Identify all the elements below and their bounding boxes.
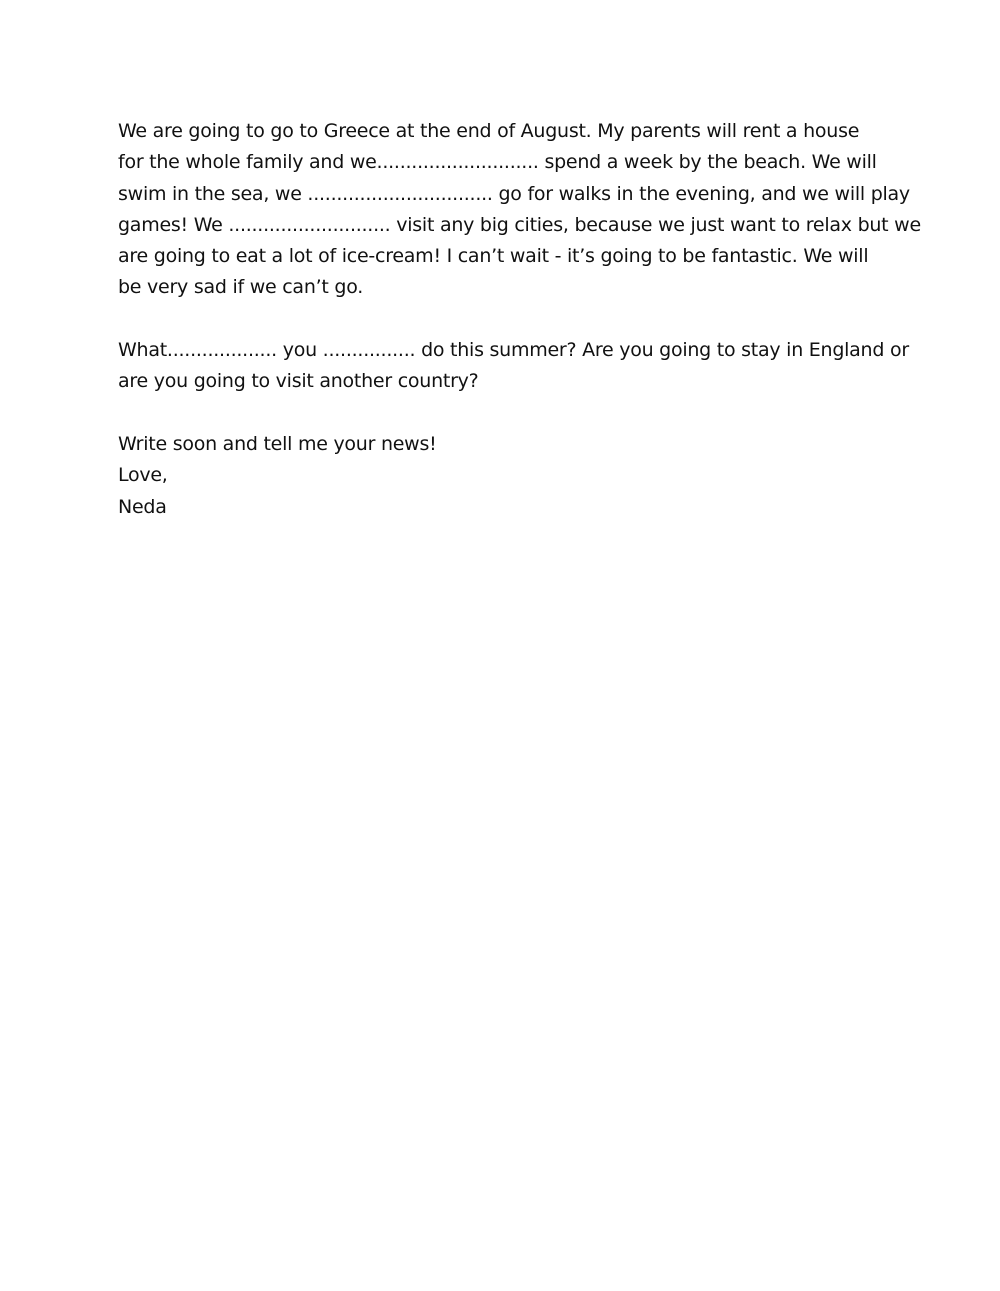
sign-off: Love, — [118, 464, 168, 487]
text-line: games! We ............................ visit any big cities, because we just want to relax but we — [118, 213, 921, 236]
closing-block — [118, 429, 888, 523]
text-line: We are going to go to Greece at the end of August. My parents will rent a house — [118, 120, 860, 142]
text-line: be very sad if we can’t go. — [118, 276, 364, 299]
closing-line: Write soon and tell me your news! — [118, 432, 437, 455]
text-line: swim in the sea, we ................................ go for walks in the evening, and we will play — [118, 182, 910, 205]
text-line: are going to eat a lot of ice-cream! I can’t wait - it’s going to be fantastic. We will — [118, 245, 869, 268]
text-line: What................... you ................ do this summer? Are you going to stay in England or — [118, 339, 909, 362]
signature-name: Neda — [118, 495, 167, 518]
letter-body — [118, 116, 921, 523]
paragraph-holiday-plans — [118, 116, 921, 304]
text-line: are you going to visit another country? — [118, 370, 479, 393]
text-line: for the whole family and we............................ spend a week by the beach. We will — [118, 151, 877, 174]
paragraph-question — [118, 335, 909, 398]
